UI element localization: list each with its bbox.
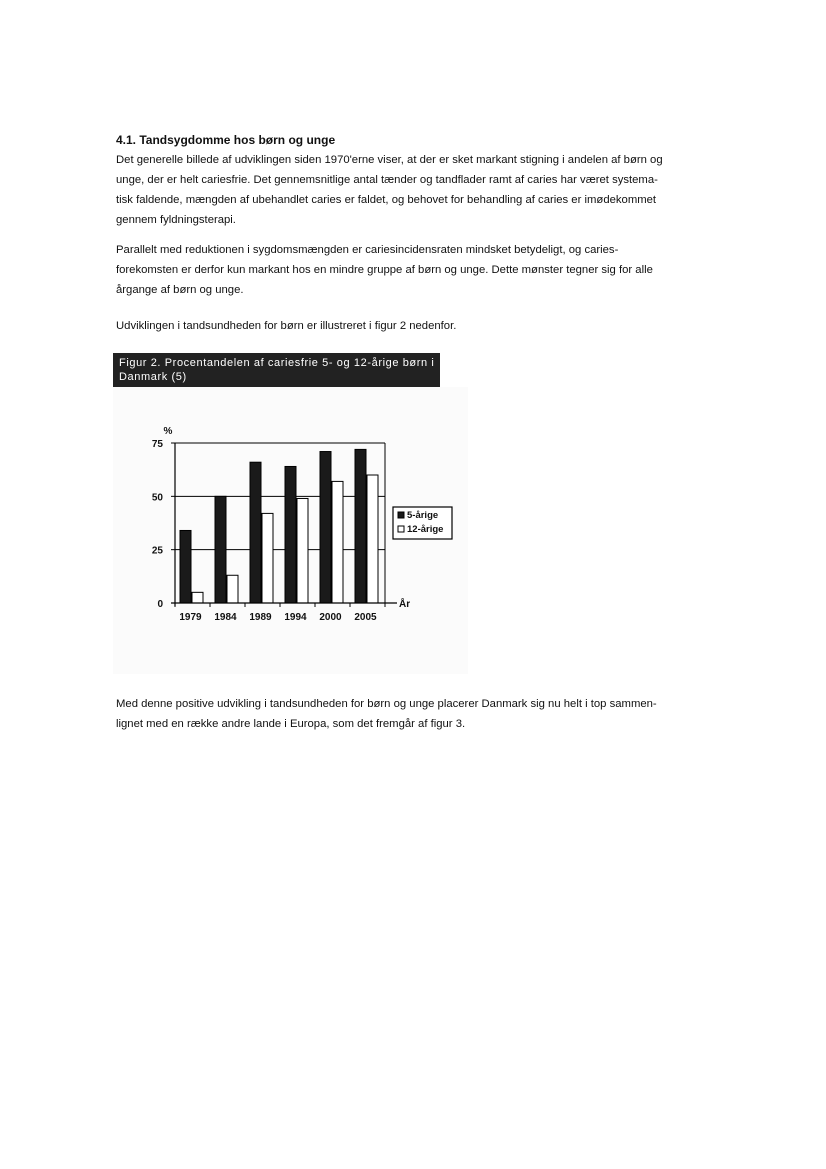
- text-line: forekomsten er derfor kun markant hos en mindre gruppe af børn og unge. Dette mønster tegner sig for alle: [116, 264, 653, 276]
- legend-swatch-12-aarige: [398, 526, 404, 532]
- text-line: Parallelt med reduktionen i sygdomsmængden er cariesincidensraten mindsket betydeligt, og caries-: [116, 244, 619, 256]
- bar-12-aarige: [192, 592, 203, 603]
- legend-label: 12-årige: [407, 524, 444, 535]
- y-tick-label: 0: [157, 599, 163, 610]
- bar-12-aarige: [332, 481, 343, 603]
- y-tick-label: 75: [151, 439, 163, 450]
- legend-label: 5-årige: [407, 510, 439, 521]
- x-tick-label: 2000: [319, 612, 342, 623]
- text-line: unge, der er helt cariesfrie. Det gennemsnitlige antal tænder og tandflader ramt af caries har været systema-: [116, 174, 658, 186]
- y-tick-label: 50: [151, 492, 163, 504]
- y-axis-label: %: [163, 426, 173, 437]
- figure-caption: [113, 353, 440, 387]
- paragraph-conclusion: [116, 694, 696, 734]
- x-tick-label: 1979: [179, 612, 202, 623]
- bar-5-aarige: [320, 452, 331, 603]
- bar-5-aarige: [250, 462, 261, 603]
- text-line: gennem fyldningsterapi.: [116, 214, 236, 226]
- x-tick-label: 1989: [249, 612, 272, 623]
- paragraph-development: [116, 150, 696, 230]
- legend-swatch-5-aarige: [398, 512, 404, 518]
- x-tick-label: 1984: [214, 612, 237, 623]
- x-axis-label: År: [399, 599, 411, 610]
- text-line: Med denne positive udvikling i tandsundheden for børn og unge placerer Danmark sig nu helt i top sammen-: [116, 698, 657, 710]
- y-tick-label: 25: [151, 545, 163, 557]
- bar-5-aarige: [180, 530, 191, 603]
- paragraph-incidence: [116, 240, 696, 300]
- bar-chart: [113, 387, 468, 674]
- section-heading: 4.1. Tandsygdomme hos børn og unge: [116, 133, 336, 147]
- bar-5-aarige: [355, 449, 366, 603]
- text-line: Udviklingen i tandsundheden for børn er illustreret i figur 2 nedenfor.: [116, 320, 457, 332]
- x-tick-label: 1994: [284, 612, 307, 623]
- text-line: Det generelle billede af udviklingen siden 1970'erne viser, at der er sket markant stigning i andelen af børn og: [116, 154, 663, 166]
- x-tick-label: 2005: [354, 612, 377, 623]
- paragraph-figure-reference: [116, 316, 696, 336]
- figure-caption-line: Figur 2. Procentandelen af cariesfrie 5- og 12-årige børn i: [119, 357, 435, 369]
- figure-caption-line: Danmark (5): [119, 371, 187, 383]
- text-line: lignet med en række andre lande i Europa, som det fremgår af figur 3.: [116, 718, 466, 730]
- bar-12-aarige: [227, 575, 238, 603]
- bar-12-aarige: [262, 513, 273, 603]
- bar-5-aarige: [285, 466, 296, 603]
- bar-12-aarige: [297, 498, 308, 603]
- bar-5-aarige: [215, 496, 226, 603]
- text-line: årgange af børn og unge.: [116, 284, 244, 296]
- text-line: tisk faldende, mængden af ubehandlet caries er faldet, og behovet for behandling af caries er imødekommet: [116, 194, 657, 206]
- bar-12-aarige: [367, 475, 378, 603]
